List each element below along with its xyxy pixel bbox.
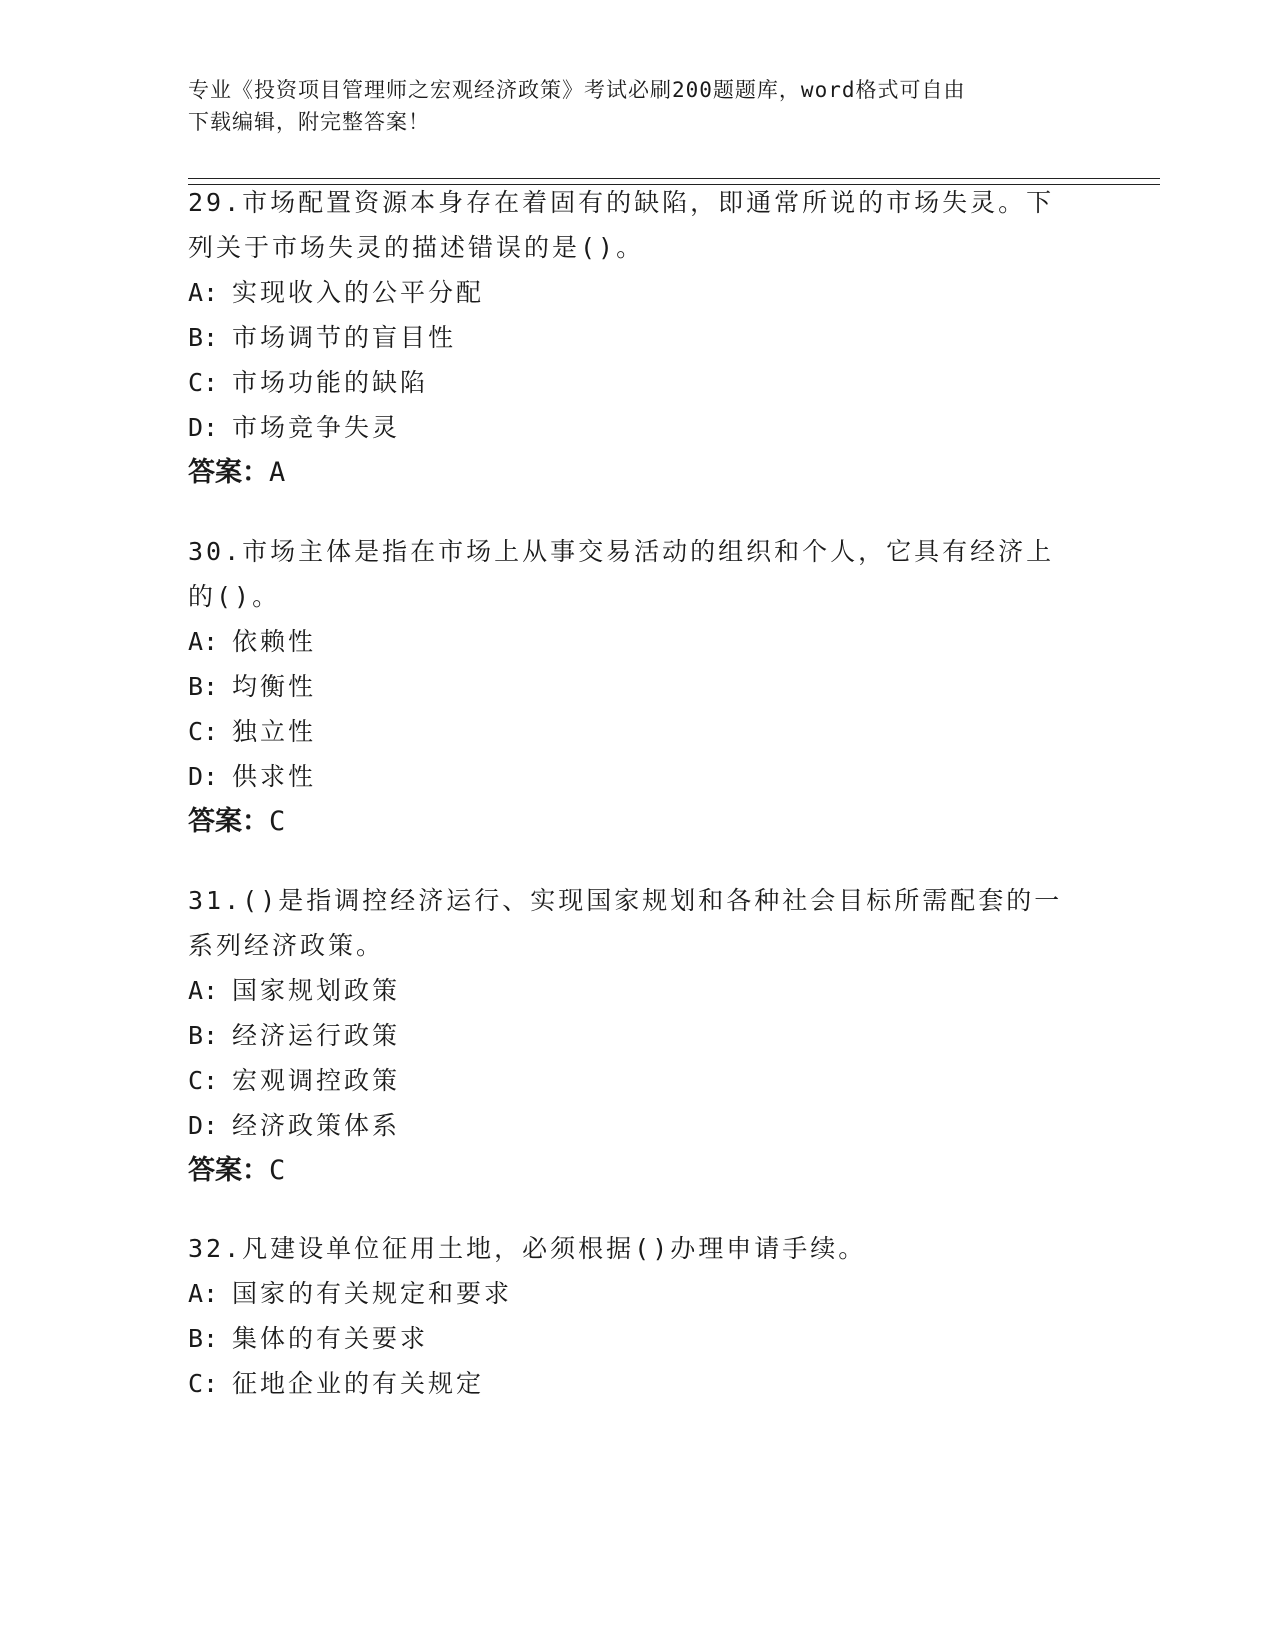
- option-d: [188, 1103, 1088, 1148]
- answer-label: 答案：: [188, 1155, 269, 1186]
- answer-label: 答案：: [188, 806, 269, 837]
- option-label: D:: [188, 762, 219, 791]
- option-label: A:: [188, 278, 219, 307]
- option-a: [188, 968, 1088, 1013]
- option-text: 征地企业的有关规定: [232, 1369, 485, 1398]
- question-stem-line-2: 列关于市场失灵的描述错误的是()。: [188, 233, 645, 262]
- answer-line: [188, 799, 1088, 844]
- option-text: 均衡性: [232, 672, 317, 701]
- answer-line: [188, 450, 1088, 495]
- document-header: [188, 74, 1088, 138]
- option-text: 市场功能的缺陷: [232, 368, 429, 397]
- header-line-1: 专业《投资项目管理师之宏观经济政策》考试必刷200题题库，word格式可自由: [188, 78, 966, 102]
- question-stem-line-2: 的()。: [188, 582, 281, 611]
- question-stem-line-1: 29.市场配置资源本身存在着固有的缺陷，即通常所说的市场失灵。下: [188, 188, 1055, 217]
- option-label: D:: [188, 1111, 219, 1140]
- option-label: C:: [188, 717, 219, 746]
- option-label: A:: [188, 1279, 219, 1308]
- answer-label: 答案：: [188, 457, 269, 488]
- option-b: [188, 1316, 1088, 1361]
- answer-value: C: [269, 1155, 286, 1186]
- option-b: [188, 1013, 1088, 1058]
- option-text: 独立性: [232, 717, 317, 746]
- option-text: 实现收入的公平分配: [232, 278, 485, 307]
- option-label: C:: [188, 1066, 219, 1095]
- option-text: 经济政策体系: [232, 1111, 401, 1140]
- option-text: 经济运行政策: [232, 1021, 401, 1050]
- option-text: 国家规划政策: [232, 976, 401, 1005]
- question-29: [188, 180, 1088, 495]
- option-a: [188, 270, 1088, 315]
- question-stem-line-1: 30.市场主体是指在市场上从事交易活动的组织和个人，它具有经济上: [188, 537, 1055, 566]
- answer-value: C: [269, 806, 286, 837]
- answer-line: [188, 1148, 1088, 1193]
- question-31: [188, 878, 1088, 1193]
- option-text: 市场竞争失灵: [232, 413, 401, 442]
- question-stem-line-2: 系列经济政策。: [188, 931, 385, 960]
- option-a: [188, 619, 1088, 664]
- option-label: B:: [188, 672, 219, 701]
- answer-value: A: [269, 457, 286, 488]
- option-d: [188, 405, 1088, 450]
- option-text: 宏观调控政策: [232, 1066, 401, 1095]
- option-text: 供求性: [232, 762, 317, 791]
- option-label: D:: [188, 413, 219, 442]
- option-label: A:: [188, 976, 219, 1005]
- option-text: 集体的有关要求: [232, 1324, 429, 1353]
- option-a: [188, 1271, 1088, 1316]
- question-stem-line-1: 32.凡建设单位征用土地，必须根据()办理申请手续。: [188, 1234, 867, 1263]
- option-b: [188, 315, 1088, 360]
- option-text: 市场调节的盲目性: [232, 323, 457, 352]
- option-d: [188, 754, 1088, 799]
- option-label: B:: [188, 1021, 219, 1050]
- header-line-2: 下载编辑，附完整答案！: [188, 110, 430, 134]
- question-32: [188, 1226, 1088, 1406]
- option-c: [188, 709, 1088, 754]
- option-b: [188, 664, 1088, 709]
- option-c: [188, 1361, 1088, 1406]
- question-30: [188, 529, 1088, 844]
- option-label: A:: [188, 627, 219, 656]
- option-label: B:: [188, 323, 219, 352]
- option-text: 国家的有关规定和要求: [232, 1279, 513, 1308]
- question-stem-line-1: 31.()是指调控经济运行、实现国家规划和各种社会目标所需配套的一: [188, 886, 1063, 915]
- option-c: [188, 1058, 1088, 1103]
- option-c: [188, 360, 1088, 405]
- option-label: C:: [188, 1369, 219, 1398]
- option-text: 依赖性: [232, 627, 317, 656]
- option-label: B:: [188, 1324, 219, 1353]
- option-label: C:: [188, 368, 219, 397]
